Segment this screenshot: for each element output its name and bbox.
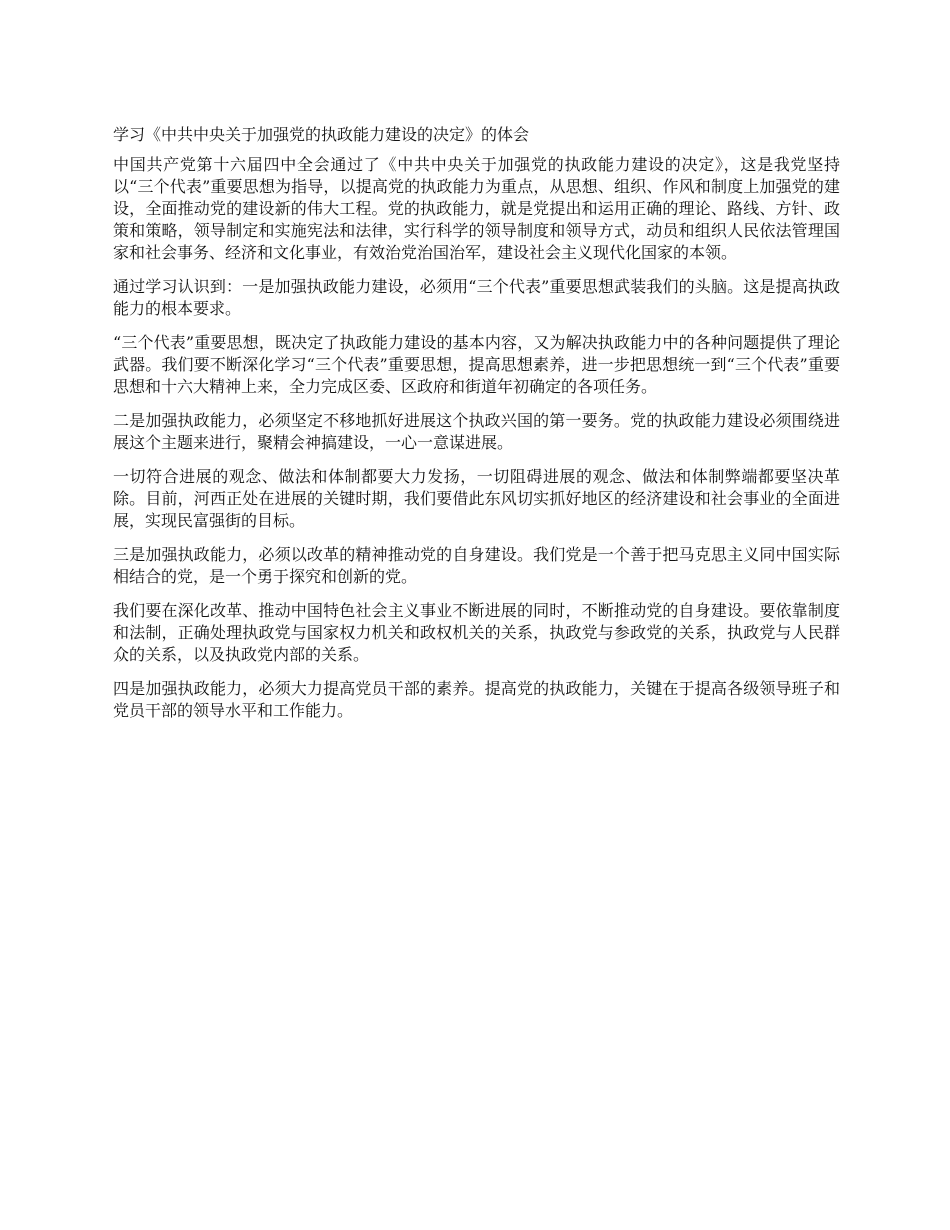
paragraph-point-one: 通过学习认识到：一是加强执政能力建设，必须用“三个代表”重要思想武装我们的头脑。这是提高执政能力的根本要求。 (113, 277, 840, 318)
paragraph-point-two-detail: 一切符合进展的观念、做法和体制都要大力发扬，一切阻碍进展的观念、做法和体制弊端都要坚决革除。目前，河西正处在进展的关键时期，我们要借此东风切实抓好地区的经济建设和社会事业的全面进展，实现民富强街的目标。 (113, 467, 840, 530)
paragraph-point-three: 三是加强执政能力，必须以改革的精神推动党的自身建设。我们党是一个善于把马克思主义同中国实际相结合的党，是一个勇于探究和创新的党。 (113, 545, 840, 586)
paragraph-point-four: 四是加强执政能力，必须大力提高党员干部的素养。提高党的执政能力，关键在于提高各级领导班子和党员干部的领导水平和工作能力。 (113, 679, 840, 720)
paragraph-point-one-detail: “三个代表”重要思想，既决定了执政能力建设的基本内容，又为解决执政能力中的各种问题提供了理论武器。我们要不断深化学习“三个代表”重要思想，提高思想素养，进一步把思想统一到“三个代表”重要思想和十六大精神上来，全力完成区委、区政府和街道年初确定的各项任务。 (113, 333, 840, 396)
document-title: 学习《中共中央关于加强党的执政能力建设的决定》的体会 (113, 125, 530, 144)
paragraph-intro: 中国共产党第十六届四中全会通过了《中共中央关于加强党的执政能力建设的决定》，这是我党坚持以“三个代表”重要思想为指导，以提高党的执政能力为重点，从思想、组织、作风和制度上加强党的建设，全面推动党的建设新的伟大工程。党的执政能力，就是党提出和运用正确的理论、路线、方针、政策和策略，领导制定和实施宪法和法律，实行科学的领导制度和领导方式，动员和组织人民依法管理国家和社会事务、经济和文化事业，有效治党治国治军，建设社会主义现代化国家的本领。 (113, 155, 840, 262)
paragraph-point-two: 二是加强执政能力，必须坚定不移地抓好进展这个执政兴国的第一要务。党的执政能力建设必须围绕进展这个主题来进行，聚精会神搞建设，一心一意谋进展。 (113, 411, 840, 452)
paragraph-point-three-detail: 我们要在深化改革、推动中国特色社会主义事业不断进展的同时，不断推动党的自身建设。要依靠制度和法制，正确处理执政党与国家权力机关和政权机关的关系，执政党与参政党的关系，执政党与人民群众的关系，以及执政党内部的关系。 (113, 601, 840, 664)
